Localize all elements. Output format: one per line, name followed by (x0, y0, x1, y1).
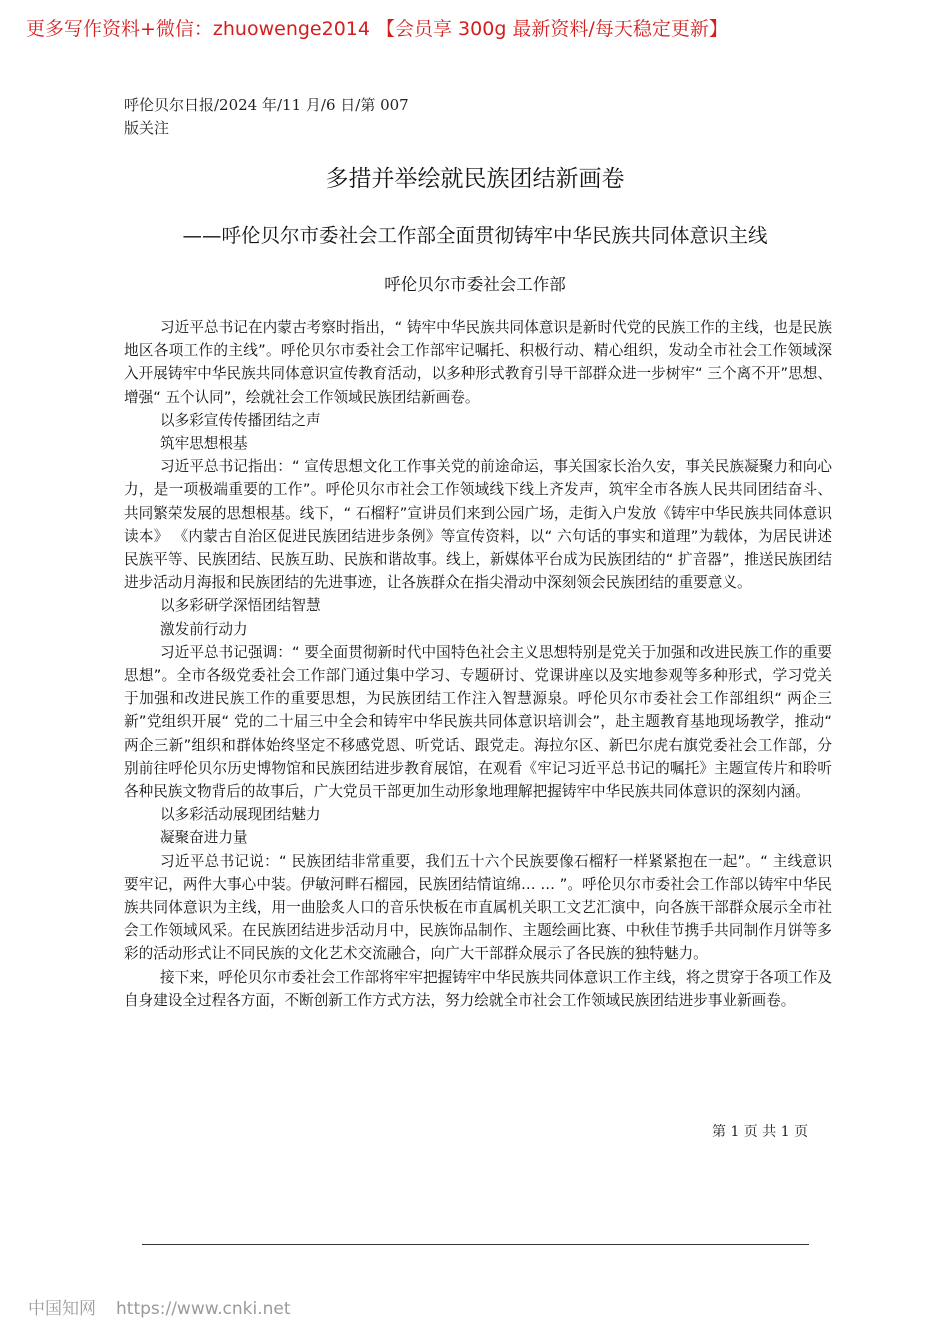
footer-divider (142, 1244, 809, 1245)
section-heading: 以多彩研学深悟团结智慧 (160, 597, 321, 615)
paragraph: 接下来，呼伦贝尔市委社会工作部将牢牢把握铸牢中华民族共同体意识工作主线，将之贯穿于各项工作及自身建设全过程各方面，不断创新工作方式方法，努力绘就全市社会工作领域民族团结进步事业新画卷。 (124, 968, 832, 1009)
article-author: 呼伦贝尔市委社会工作部 (384, 275, 566, 294)
footer (28, 1294, 290, 1319)
section-heading: 筑牢思想根基 (160, 435, 248, 453)
source-line: 呼伦贝尔日报/2024 年/11 月/6 日/第 007 (124, 96, 409, 114)
paragraph: 习近平总书记在内蒙古考察时指出，“ 铸牢中华民族共同体意识是新时代党的民族工作的主线，也是民族地区各项工作的主线”。呼伦贝尔市委社会工作部牢记嘱托、积极行动、精心组织，发动全市社会工作领域深入开展铸牢中华民族共同体意识宣传教育活动，以多种形式教育引导干部群众进一步树牢“ 三个离不开”思想、增强“ 五个认同”，绘就社会工作领域民族团结新画卷。 (124, 319, 832, 406)
section-heading: 激发前行动力 (160, 620, 248, 638)
section-heading: 凝聚奋进力量 (160, 829, 248, 847)
article-body (124, 316, 832, 1012)
paragraph: 习近平总书记指出：“ 宣传思想文化工作事关党的前途命运，事关国家长治久安，事关民族凝聚力和向心力，是一项极端重要的工作”。呼伦贝尔市社会工作领域线下线上齐发声，筑牢全市各族人民共同团结奋斗、共同繁荣发展的思想根基。线下，“ 石榴籽”宣讲员们来到公园广场，走街入户发放《铸牢中华民族共同体意识读本》 《内蒙古自治区促进民族团结进步条例》等宣传资料，以“ 六句话的事实和道理”为载体，为居民讲述民族平等、民族团结、民族互助、民族和谐故事。线上，新媒体平台成为民族团结的“ 扩音器”，推送民族团结进步活动月海报和民族团结的先进事迹，让各族群众在指尖滑动中深刻领会民族团结的重要意义。 (124, 458, 832, 592)
section-heading: 以多彩宣传传播团结之声 (160, 411, 321, 429)
cnki-logo: 中国知网 (28, 1299, 96, 1319)
paragraph: 习近平总书记强调：“ 要全面贯彻新时代中国特色社会主义思想特别是党关于加强和改进民族工作的重要思想”。全市各级党委社会工作部门通过集中学习、专题研讨、党课讲座以及实地参观等多种形式，学习党关于加强和改进民族工作的重要思想，为民族团结工作注入智慧源泉。呼伦贝尔市委社会工作部组织“ 两企三新”党组织开展“ 党的二十届三中全会和铸牢中华民族共同体意识培训会”，赴主题教育基地现场教学，推动“ 两企三新”组织和群体始终坚定不移感党恩、听党话、跟党走。海拉尔区、新巴尔虎右旗党委社会工作部，分别前往呼伦贝尔历史博物馆和民族团结进步教育展馆，在观看《牢记习近平总书记的嘱托》主题宣传片和聆听各种民族文物背后的故事后，广大党员干部更加生动形象地理解把握铸牢中华民族共同体意识的深刻内涵。 (124, 643, 832, 801)
source-info (124, 94, 444, 140)
promo-banner: 更多写作资料+微信：zhuowenge2014 【会员享 300g 最新资料/每天稳定更新】 (26, 18, 728, 40)
source-line: 版关注 (124, 119, 170, 137)
section-heading: 以多彩活动展现团结魅力 (160, 806, 321, 824)
cnki-url-link[interactable]: https://www.cnki.net (116, 1299, 291, 1319)
article-title: 多措并举绘就民族团结新画卷 (325, 166, 625, 192)
article-subtitle: ——呼伦贝尔市委社会工作部全面贯彻铸牢中华民族共同体意识主线 (182, 224, 768, 247)
page-number: 第 1 页 共 1 页 (712, 1124, 809, 1140)
paragraph: 习近平总书记说：“ 民族团结非常重要，我们五十六个民族要像石榴籽一样紧紧抱在一起”。“ 主线意识要牢记，两件大事心中装。伊敏河畔石榴园，民族团结情谊绵… … ”。呼伦贝尔市委社会工作部以铸牢中华民族共同体意识为主线，用一曲脍炙人口的音乐快板在市直属机关职工文艺汇演中，向各族干部群众展示全市社会工作领域风采。在民族团结进步活动月中，民族饰品制作、主题绘画比赛、中秋佳节携手共同制作月饼等多彩的活动形式让不同民族的文化艺术交流融合，向广大干部群众展示了各民族的独特魅力。 (124, 852, 832, 963)
